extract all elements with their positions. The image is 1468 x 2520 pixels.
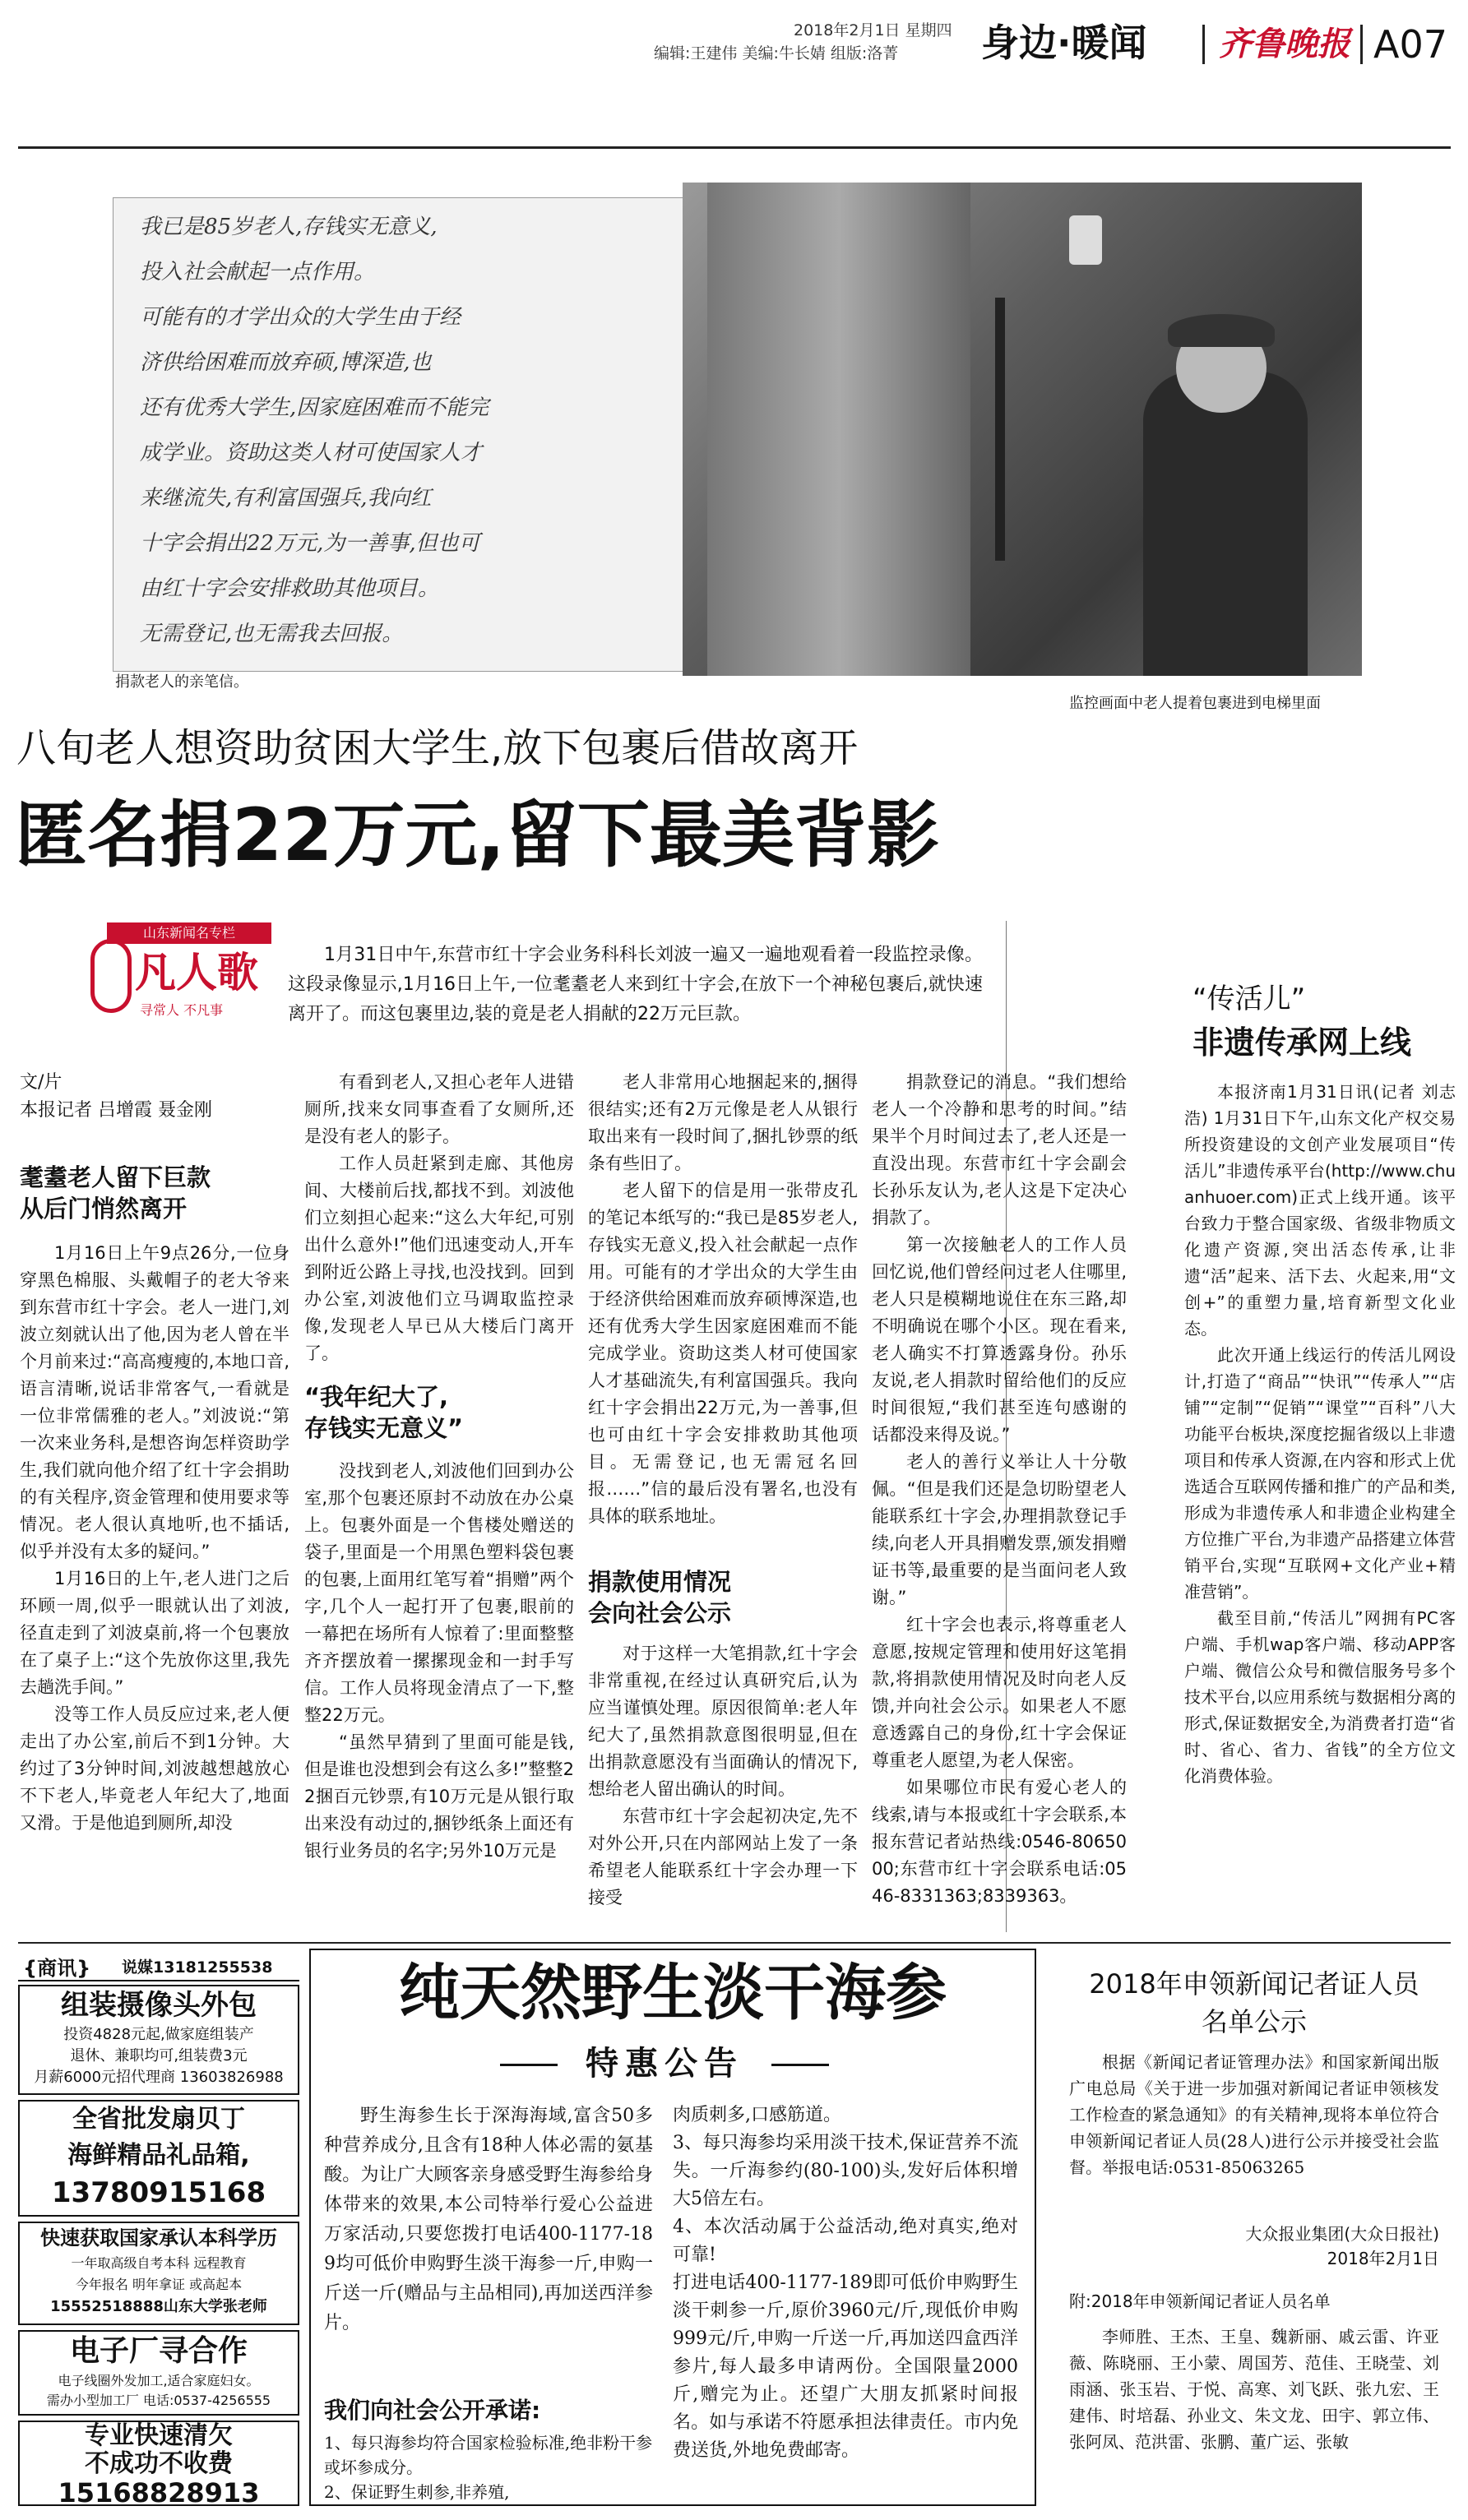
paragraph: 没等工作人员反应过来,老人便走出了办公室,前后不到1分钟。大约过了3分钟时间,刘波越想越放心不下老人,毕竟老人年纪大了,地面又滑。于是他追到厕所,却没: [20, 1704, 289, 1833]
classifieds-column: [18, 1949, 299, 2506]
paragraph: 红十字会也表示,将尊重老人意愿,按规定管理和使用好这笔捐款,将捐款使用情况及时向老人反馈,并向社会公示。如果老人不愿意透露自己的身份,红十字会保证尊重老人愿望,为老人保密。: [872, 1615, 1127, 1770]
paragraph: 老人的善行义举让人十分敬佩。“但是我们还是急切盼望老人能联系红十字会,办理捐款登记手续,向老人开具捐赠发票,颁发捐赠证书等,最重要的是当面问老人致谢。”: [872, 1452, 1127, 1607]
section-name: 身边·暖闻: [981, 21, 1147, 65]
ad-line: 月薪6000元招代理商 13603826988: [34, 2069, 284, 2086]
ad-line: 退休、兼职均可,组装费3元: [70, 2047, 248, 2065]
article-column-2: [304, 1069, 574, 1367]
subhead-2: “我年纪大了, 存钱实无意义”: [304, 1383, 464, 1442]
ad-phone: 15168828913: [58, 2477, 260, 2508]
byline-reporters: 本报记者 吕增霞 聂金刚: [20, 1100, 212, 1121]
ad-left-body: 野生海参生长于深海海域,富含50多种营养成分,且含有18种人体必需的氨基酸。为让广大顾客亲身感受野生海参给身体带来的效果,本公司特举行爱心公益进万家活动,只要您拨打电话400-1177-189均可低价申购野生淡干海参一斤,申购一斤送一斤(赠品与主品相同),再加送西洋参片。: [324, 2106, 653, 2333]
ad-line: 一年取高级自考本科 远程教育: [71, 2255, 247, 2271]
ad-subtitle: 海鲜精品礼品箱,: [67, 2141, 250, 2170]
sidebar-body: [1184, 1079, 1456, 1789]
letter-line: 来继流失,有利富国强兵,我向红: [140, 486, 432, 511]
letter-line: 济供给困难而放弃硕,博深造,也: [140, 350, 432, 375]
man-hat: [1168, 314, 1275, 347]
paragraph: 没找到老人,刘波他们回到办公室,那个包裹还原封不动放在办公桌上。包裹外面是一个售楼处赠送的袋子,里面是一个用黑色塑料袋包裹的包裹,上面用红笔写着“捐赠”两个字,几个人一起打开了包裹,眼前的一幕把在场所有人惊着了:里面整整齐齐摆放着一摞摞现金和一封手写信。工作人员将现金清点了一下,整整22万元。: [304, 1461, 574, 1725]
letter-line: 成学业。资助这类人材可使国家人才: [140, 441, 483, 465]
subhead-3: 捐款使用情况 会向社会公示: [588, 1568, 732, 1627]
article-column-1: [20, 1240, 289, 1837]
music-clef-icon: [90, 939, 132, 1013]
classifieds-phone: 说媒13181255538: [122, 1958, 273, 1977]
article-lead: 1月31日中午,东营市红十字会业务科科长刘波一遍又一遍地观看着一段监控录像。这段录像显示,1月16日上午,一位耄耋老人来到红十字会,在放下一个神秘包裹后,就快速离开了。而这包裹里边,装的竟是老人捐献的22万元巨款。: [288, 945, 983, 1024]
headline-kicker: 八旬老人想资助贫困大学生,放下包裹后借故离开: [16, 725, 859, 771]
classifieds-tag: {商讯}: [23, 1957, 91, 1980]
paragraph: 东营市红十字会起初决定,先不对外公开,只在内部网站上发了一条希望老人能联系红十字会办理一下接受: [588, 1806, 858, 1907]
ad-title: 电子厂寻合作: [69, 2334, 248, 2368]
cctv-photo: [683, 183, 1362, 676]
ad-right-body: 肉质刺多,口感筋道。 3、每只海参均采用淡干技术,保证营养不流失。一斤海参约(80-100)头,发好后体积增大5倍左右。 4、本次活动属于公益活动,绝对真实,绝对可靠! 打进电话400-1177-189即可低价申购野生淡干刺参一斤,原价3960元/斤,现低价申购999元/斤,申购一斤送一斤,再加送四盒西洋参片,每人最多申请两份。全国限量2000斤,赠完为止。还望广大朋友抓紧时间报名。如与承诺不符愿承担法律责任。市内免费送货,外地免费邮寄。: [673, 2105, 1018, 2461]
paragraph: 1月16日的上午,老人进门之后环顾一周,似乎一眼就认出了刘波,径直走到了刘波桌前,将一个包裹放在了桌子上:“这个先放你这里,我先去趟洗手间。”: [20, 1569, 289, 1697]
sidebar-title: 非遗传承网上线: [1192, 1024, 1412, 1061]
paragraph: 有看到老人,又担心老年人进错厕所,找来女同事查看了女厕所,还是没有老人的影子。: [304, 1072, 574, 1146]
paper-logo: 齐鲁晚报: [1219, 25, 1350, 63]
ad-line: 投资4828元起,做家庭组装产: [63, 2026, 254, 2043]
column-logo-top: 山东新闻名专栏: [107, 922, 271, 944]
letter-line: 无需登记,也无需我去回报。: [140, 622, 404, 646]
paragraph: 1月16日上午9点26分,一位身穿黑色棉服、头戴帽子的老大爷来到东营市红十字会。老人一进门,刘波立刻就认出了他,因为老人曾在半个月前来过:“高高瘦瘦的,本地口音,语言清晰,说话非常客气,一看就是一位非常儒雅的老人。”刘波说:“第一次来业务科,是想咨询怎样资助学生,我们就向他介绍了红十字会捐助的有关程序,资金管理和使用要求等情况。老人很认真地听,也不插话,似乎并没有太多的疑问。”: [20, 1243, 289, 1561]
ad-line: 15552518888山东大学张老师: [50, 2298, 267, 2315]
notice-names: 李师胜、王杰、王皇、魏新丽、戚云雷、许亚薇、陈晓丽、王小蒙、周国芳、范佳、王晓莹、刘雨涵、张玉岩、于悦、高寒、刘飞跃、张九宏、王建伟、时培磊、孙业文、朱文龙、田宇、郭立伟、张阿凤、范洪雷、张鹏、董广运、张敏: [1069, 2327, 1439, 2452]
ad-title: 快速获取国家承认本科学历: [40, 2226, 277, 2250]
subhead-1: 耄耋老人留下巨款 从后门悄然离开: [20, 1163, 211, 1223]
ad-pledges: [324, 2430, 653, 2504]
column-logo-name: 凡人歌: [135, 949, 258, 996]
ad-scallop-wholesale: [18, 2100, 299, 2217]
paragraph: 老人留下的信是用一张带皮孔的笔记本纸写的:“我已是85岁老人,存钱实无意义,投入社会献起一点作用。可能有的才学出众的大学生由于经济供给困难而放弃硕博深造,也还有优秀大学生因家庭困难而不能完成学业。资助这类人材可使国家人才基础流失,有利富国强兵。我向红十字会捐出22万元,为一善事,但也可由红十字会安排救助其他项目。无需登记,也无需冠名回报……”信的最后没有署名,也没有具体的联系地址。: [588, 1181, 858, 1526]
notice-list-title: 附:2018年申领新闻记者证人员名单: [1069, 2291, 1331, 2311]
letter-line: 由红十字会安排救助其他项目。: [140, 576, 440, 601]
column-logo: [82, 922, 271, 1021]
notice-date: 2018年2月1日: [1327, 2249, 1439, 2268]
paragraph: 本报济南1月31日讯(记者 刘志浩) 1月31日下午,山东文化产权交易所投资建设的文创产业发展项目“传活儿”非遗传承平台(http://www.chuanhuoer.com)正式上线开通。该平台致力于整合国家级、省级非物质文化遗产资源,突出活态传承,让非遗“活”起来、活下去、火起来,用“文创+”的重塑力量,培育新型文化业态。: [1184, 1082, 1456, 1339]
cctv-caption: 监控画面中老人提着包裹进到电梯里面: [1069, 695, 1321, 712]
ad-debt-collection: [18, 2421, 299, 2506]
paragraph: 工作人员赶紧到走廊、其他房间、大楼前后找,都找不到。刘波他们立刻担心起来:“这么大年纪,可别出什么意外!”他们迅速变动人,开车到附近公路上寻找,也没找到。回到办公室,刘波他们立马调取监控录像,发现老人早已从大楼后门离开了。: [304, 1154, 574, 1363]
paragraph: 此次开通上线运行的传活儿网设计,打造了“商品”“快讯”“传承人”“店铺”“定制”“促销”“课堂”“百科”八大功能平台板块,深度挖掘省级以上非遗项目和传承人资源,在内容和形式上优选适合互联网传播和推广的产品和类,形成为非遗传承人和非遗企业构建全方位推广平台,为非遗产品搭建立体营销平台,实现“互联网+文化产业+精准营销”。: [1184, 1345, 1456, 1602]
ad-pledge-item: 1、每只海参均符合国家检验标准,绝非粉干参或坏参成分。: [324, 2433, 653, 2477]
classifieds-header: [18, 1949, 299, 1981]
ad-electronics: [18, 2330, 299, 2416]
article-column-2b: [304, 1458, 574, 1865]
notice-body: 根据《新闻记者证管理办法》和国家新闻出版广电总局《关于进一步加强对新闻记者证申领核发工作检查的紧急通知》的有关精神,现将本单位符合申领新闻记者证人员(28人)进行公示并接受社会监督。举报电话:0531-85063265: [1069, 2052, 1439, 2177]
ad-pledge-item: 2、保证野生刺参,非养殖,: [324, 2482, 510, 2502]
ad-camera-assembly: [18, 1985, 299, 2095]
paragraph: 截至目前,“传活儿”网拥有PC客户端、手机wap客户端、移动APP客户端、微信公众号和微信服务号多个技术平台,以应用系统与数据相分离的形式,保证数据安全,为消费者打造“省时、省心、省力、省钱”的全方位文化消费体验。: [1184, 1608, 1456, 1786]
letter-caption: 捐款老人的亲笔信。: [115, 673, 248, 691]
ad-big-title: 纯天然野生淡干海参: [399, 1958, 947, 2028]
letter-line: 投入社会献起一点作用。: [140, 260, 376, 284]
notice-title: 2018年申领新闻记者证人员 名单公示: [1089, 1968, 1419, 2037]
issue-date: 2018年2月1日 星期四: [794, 21, 952, 39]
paragraph: 捐款登记的消息。“我们想给老人一个冷静和思考的时间。”结果半个月时间过去了,老人还是一直没出现。东营市红十字会副会长孙乐友认为,老人这是下定决心捐款了。: [872, 1072, 1127, 1228]
column-logo-tagline: 寻常人 不凡事: [140, 1002, 224, 1018]
ad-line: 需办小型加工厂 电话:0537-4256555: [46, 2393, 271, 2408]
ad-title: 专业快速清欠 不成功不收费: [85, 2421, 233, 2478]
letter-line: 可能有的才学出众的大学生由于经: [140, 305, 461, 330]
paragraph: 如果哪位市民有爱心老人的线索,请与本报或红十字会联系,本报东营记者站热线:0546-8065000;东营市红十字会联系电话:0546-8331363;8339363。: [872, 1778, 1127, 1906]
elderly-man-figure: [1143, 372, 1308, 676]
ad-phone: 13780915168: [51, 2176, 266, 2209]
editors-credit: 编辑:王建伟 美编:牛长婧 组版:洛菁: [654, 44, 899, 62]
ad-degree: [18, 2222, 299, 2325]
article-column-3b: [588, 1640, 858, 1912]
article-column-4: [872, 1069, 1127, 1910]
handwritten-letter: [140, 205, 667, 657]
ad-subtitle: 特惠公告: [558, 2042, 771, 2085]
headline-title: 匿名捐22万元,留下最美背影: [15, 793, 939, 877]
ad-line: 电子线圈外发加工,适合家庭妇女。: [58, 2373, 260, 2388]
page-number: A07: [1373, 22, 1448, 67]
article-column-3: [588, 1069, 858, 1530]
letter-photo: [113, 197, 684, 672]
byline: [20, 1069, 212, 1125]
ad-title: 全省批发扇贝丁: [72, 2105, 245, 2134]
letter-line: 我已是85岁老人,存钱实无意义,: [140, 215, 438, 239]
sea-cucumber-ad: [309, 1949, 1036, 2506]
letter-line: 还有优秀大学生,因家庭困难而不能完: [140, 395, 489, 420]
ad-title: 组装摄像头外包: [61, 1989, 257, 2022]
paragraph: “虽然早猜到了里面可能是钱,但是谁也没想到会有这么多!”整整22捆百元钞票,有10万元是从银行取出来没有动过的,捆钞纸条上面还有银行业务员的名字;另外10万元是: [304, 1732, 574, 1861]
sidebar-kicker: “传活儿”: [1192, 983, 1306, 1015]
letter-line: 十字会捐出22万元,为一善事,但也可: [140, 531, 480, 556]
paragraph: 老人非常用心地捆起来的,捆得很结实;还有2万元像是老人从银行取出来有一段时间了,捆扎钞票的纸条有些旧了。: [588, 1072, 858, 1173]
paragraph: 第一次接触老人的工作人员回忆说,他们曾经问过老人住哪里,老人只是模糊地说住在东三路,却不明确说在哪个小区。现在看来,老人确实不打算透露身份。孙乐友说,老人捐款时留给他们的反应时间很短,“我们甚至连句感谢的话都没来得及说。”: [872, 1235, 1127, 1445]
byline-label: 文/片: [20, 1072, 63, 1093]
notice-org: 大众报业集团(大众日报社): [1245, 2224, 1439, 2244]
ad-pledge-title: 我们向社会公开承诺:: [324, 2397, 541, 2424]
ad-line: 今年报名 明年拿证 或高起本: [75, 2277, 243, 2292]
paragraph: 对于这样一大笔捐款,红十字会非常重视,在经过认真研究后,认为应当谨慎处理。原因很简单:老人年纪大了,虽然捐款意图很明显,但在出捐款意愿没有当面确认的情况下,想给老人留出确认的时间。: [588, 1644, 858, 1799]
